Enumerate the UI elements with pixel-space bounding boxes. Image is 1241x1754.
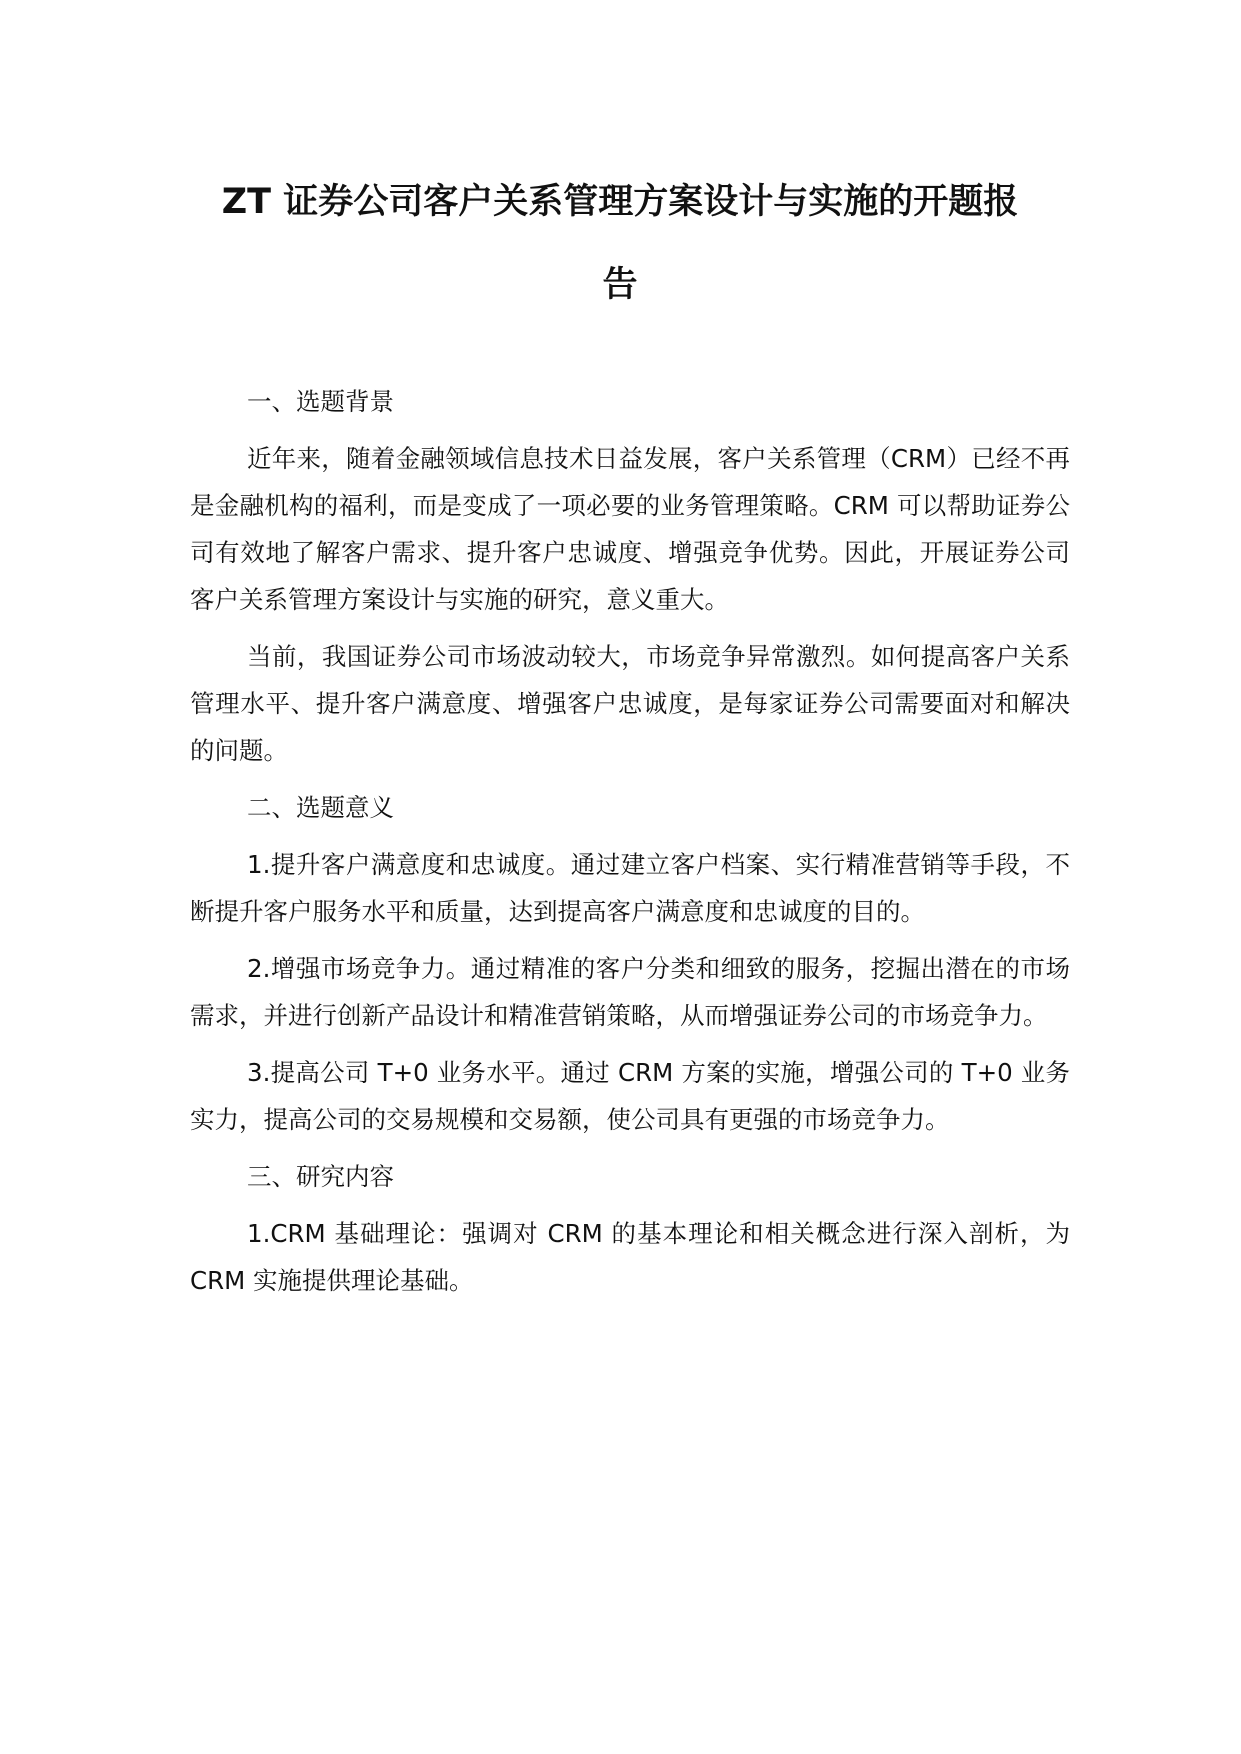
paragraph: 2.增强市场竞争力。通过精准的客户分类和细致的服务，挖掘出潜在的市场需求，并进行创新产品设计和精准营销策略，从而增强证券公司的市场竞争力。 bbox=[190, 954, 1070, 1030]
document-title-line-2: 告 bbox=[602, 265, 638, 305]
section-heading: 一、选题背景 bbox=[247, 387, 394, 416]
paragraph: 近年来，随着金融领域信息技术日益发展，客户关系管理（CRM）已经不再是金融机构的福利，而是变成了一项必要的业务管理策略。CRM 可以帮助证券公司有效地了解客户需求、提升客户忠诚度、增强竞争优势。因此，开展证券公司客户关系管理方案设计与实施的研究，意义重大。 bbox=[190, 444, 1070, 614]
section-heading: 二、选题意义 bbox=[247, 793, 394, 822]
document-title-line-1: ZT 证券公司客户关系管理方案设计与实施的开题报 bbox=[221, 182, 1019, 222]
section-significance bbox=[190, 784, 1070, 1143]
section-background bbox=[190, 378, 1070, 774]
section-heading: 三、研究内容 bbox=[247, 1162, 394, 1191]
paragraph: 1.提升客户满意度和忠诚度。通过建立客户档案、实行精准营销等手段，不断提升客户服务水平和质量，达到提高客户满意度和忠诚度的目的。 bbox=[190, 850, 1070, 926]
section-research-content bbox=[190, 1153, 1070, 1304]
document-body bbox=[190, 378, 1070, 1304]
paragraph: 当前，我国证券公司市场波动较大，市场竞争异常激烈。如何提高客户关系管理水平、提升客户满意度、增强客户忠诚度，是每家证券公司需要面对和解决的问题。 bbox=[190, 642, 1070, 765]
paragraph: 1.CRM 基础理论：强调对 CRM 的基本理论和相关概念进行深入剖析，为 CRM 实施提供理论基础。 bbox=[190, 1219, 1070, 1295]
paragraph: 3.提高公司 T+0 业务水平。通过 CRM 方案的实施，增强公司的 T+0 业务实力，提高公司的交易规模和交易额，使公司具有更强的市场竞争力。 bbox=[190, 1058, 1070, 1134]
